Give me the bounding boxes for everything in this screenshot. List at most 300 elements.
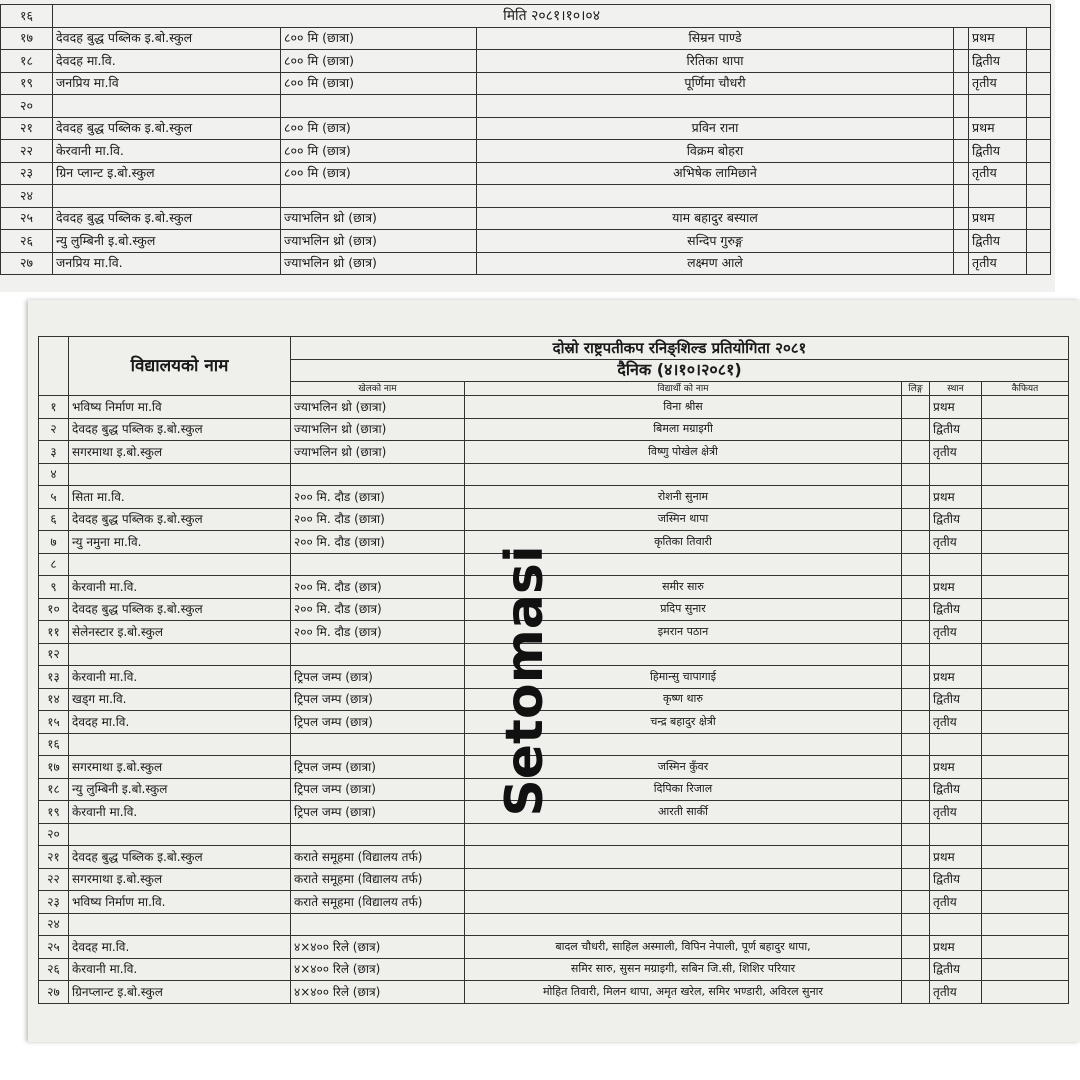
place-cell: प्रथम (930, 936, 982, 959)
event-name: २०० मि. दौड (छात्रा) (291, 508, 465, 531)
place-cell: द्वितीय (969, 230, 1027, 253)
gender-cell (902, 576, 930, 599)
school-name: ग्रिन प्लान्ट इ.बो.स्कुल (53, 162, 281, 185)
school-name: केरवानी मा.वि. (69, 801, 291, 824)
place-cell: द्वितीय (930, 958, 982, 981)
school-name (53, 95, 281, 118)
row-number: २७ (39, 981, 69, 1004)
school-name: केरवानी मा.वि. (69, 958, 291, 981)
table-row (39, 486, 1069, 509)
event-name: ४×४०० रिले (छात्र) (291, 981, 465, 1004)
remarks-cell (982, 913, 1069, 936)
row-number: २ (39, 418, 69, 441)
event-name: ज्याभलिन थ्रो (छात्रा) (291, 396, 465, 419)
school-name: देवदह मा.वि. (53, 50, 281, 73)
school-name: सेलेनस्टार इ.बो.स्कुल (69, 621, 291, 644)
gender-cell (902, 778, 930, 801)
remarks-cell (982, 981, 1069, 1004)
place-cell: द्वितीय (969, 140, 1027, 163)
watermark-text: Setomasi (495, 544, 555, 817)
school-name (69, 823, 291, 846)
table-row (1, 72, 1051, 95)
school-name: देवदह बुद्ध पब्लिक इ.बो.स्कुल (53, 207, 281, 230)
gender-cell (902, 666, 930, 689)
student-name: विष्णु पोखेल क्षेत्री (465, 441, 902, 464)
remarks-cell (982, 688, 1069, 711)
place-cell: प्रथम (930, 756, 982, 779)
table-row (1, 230, 1051, 253)
remarks-cell (982, 846, 1069, 869)
student-name: समीर सारु (465, 576, 902, 599)
table-row (1, 140, 1051, 163)
row-number: २६ (39, 958, 69, 981)
remarks-cell (982, 486, 1069, 509)
row-number: २० (39, 823, 69, 846)
event-name (291, 733, 465, 756)
row-number: २२ (1, 140, 53, 163)
school-name: देवदह बुद्ध पब्लिक इ.बो.स्कुल (69, 508, 291, 531)
remarks-cell (982, 801, 1069, 824)
student-name: जस्मिन थापा (465, 508, 902, 531)
gender-cell (902, 418, 930, 441)
remarks-cell (1027, 162, 1051, 185)
place-cell (969, 95, 1027, 118)
remarks-cell (1027, 117, 1051, 140)
place-cell (969, 185, 1027, 208)
school-name: देवदह बुद्ध पब्लिक इ.बो.स्कुल (53, 27, 281, 50)
place-cell (930, 643, 982, 666)
table-row (39, 441, 1069, 464)
row-number: १४ (39, 688, 69, 711)
row-number: १२ (39, 643, 69, 666)
row-number: २२ (39, 868, 69, 891)
gender-cell (902, 711, 930, 734)
school-name (69, 733, 291, 756)
gender-cell (902, 396, 930, 419)
row-number: १७ (1, 27, 53, 50)
row-number: १८ (39, 778, 69, 801)
row-number: १७ (39, 756, 69, 779)
remarks-cell (982, 553, 1069, 576)
gender-cell (902, 598, 930, 621)
row-number: ५ (39, 486, 69, 509)
place-cell (930, 553, 982, 576)
competition-title: दोस्रो राष्ट्रपतीकप रनिङ्शिल्ड प्रतियोगिता २०८१ (291, 337, 1069, 360)
row-number: २५ (1, 207, 53, 230)
event-name: ज्याभलिन थ्रो (छात्रा) (291, 441, 465, 464)
table-row (39, 508, 1069, 531)
remarks-cell (1027, 185, 1051, 208)
gender-cell (954, 162, 969, 185)
remarks-cell (982, 823, 1069, 846)
school-name: देवदह बुद्ध पब्लिक इ.बो.स्कुल (69, 846, 291, 869)
event-name: ८०० मि (छात्र) (281, 162, 477, 185)
remarks-column-header: कैफियत (982, 382, 1069, 396)
event-name: २०० मि. दौड (छात्र) (291, 621, 465, 644)
school-name: सगरमाथा इ.बो.स्कुल (69, 756, 291, 779)
gender-cell (902, 868, 930, 891)
gender-cell (954, 95, 969, 118)
table-row (39, 981, 1069, 1004)
remarks-cell (982, 666, 1069, 689)
event-name: ज्याभलिन थ्रो (छात्र) (281, 207, 477, 230)
place-cell (930, 463, 982, 486)
table-row (1, 162, 1051, 185)
school-name: देवदह मा.वि. (69, 936, 291, 959)
table-row (39, 846, 1069, 869)
student-name: कृष्ण थारु (465, 688, 902, 711)
place-cell: तृतीय (930, 621, 982, 644)
event-name: ट्रिपल जम्प (छात्रा) (291, 756, 465, 779)
gender-cell (902, 936, 930, 959)
remarks-cell (982, 711, 1069, 734)
event-name: ८०० मि (छात्रा) (281, 72, 477, 95)
place-cell: प्रथम (930, 576, 982, 599)
place-cell: प्रथम (969, 207, 1027, 230)
table-row (39, 396, 1069, 419)
remarks-cell (982, 958, 1069, 981)
results-sheet-top (0, 0, 1055, 292)
row-number: ६ (39, 508, 69, 531)
row-number: १९ (1, 72, 53, 95)
event-name: ८०० मि (छात्रा) (281, 50, 477, 73)
school-name (69, 463, 291, 486)
event-name (281, 185, 477, 208)
student-name: जस्मिन कुँवर (465, 756, 902, 779)
remarks-cell (982, 936, 1069, 959)
school-name: देवदह बुद्ध पब्लिक इ.बो.स्कुल (53, 117, 281, 140)
remarks-cell (982, 778, 1069, 801)
row-number: २६ (1, 230, 53, 253)
row-number: २५ (39, 936, 69, 959)
event-name: ४×४०० रिले (छात्र) (291, 958, 465, 981)
school-name (69, 553, 291, 576)
remarks-cell (1027, 50, 1051, 73)
place-cell: तृतीय (930, 711, 982, 734)
school-name (53, 185, 281, 208)
remarks-cell (982, 418, 1069, 441)
event-name: ट्रिपल जम्प (छात्र) (291, 688, 465, 711)
school-name: केरवानी मा.वि. (53, 140, 281, 163)
student-name (465, 463, 902, 486)
gender-cell (954, 72, 969, 95)
remarks-cell (982, 463, 1069, 486)
place-cell: प्रथम (969, 27, 1027, 50)
event-name: ज्याभलिन थ्रो (छात्रा) (291, 418, 465, 441)
remarks-cell (1027, 252, 1051, 275)
student-name (465, 846, 902, 869)
school-name: केरवानी मा.वि. (69, 666, 291, 689)
gender-cell (902, 508, 930, 531)
table-row (39, 958, 1069, 981)
event-name: ४×४०० रिले (छात्र) (291, 936, 465, 959)
event-name (281, 95, 477, 118)
school-name: केरवानी मा.वि. (69, 576, 291, 599)
date-label: मिति २०८१।१०।०४ (53, 5, 1051, 28)
gender-cell (954, 117, 969, 140)
event-name: कराते समूहमा (विद्यालय तर्फ) (291, 846, 465, 869)
student-name: सन्दिप गुरुङ्ग (477, 230, 954, 253)
table-row (39, 936, 1069, 959)
student-name: अभिषेक लामिछाने (477, 162, 954, 185)
student-name: दिपिका रिजाल (465, 778, 902, 801)
remarks-cell (982, 733, 1069, 756)
event-name: ट्रिपल जम्प (छात्र) (291, 711, 465, 734)
student-name: मोहित तिवारी, मिलन थापा, अमृत खरेल, समिर भण्डारी, अविरल सुनार (465, 981, 902, 1004)
place-cell: तृतीय (930, 441, 982, 464)
place-cell: द्वितीय (930, 778, 982, 801)
gender-column-header: लिङ्ग (902, 382, 930, 396)
place-cell (930, 913, 982, 936)
school-name: खड्ग मा.वि. (69, 688, 291, 711)
school-name: देवदह मा.वि. (69, 711, 291, 734)
header-row-1 (39, 337, 1069, 360)
student-name (465, 823, 902, 846)
student-name: विक्रम बोहरा (477, 140, 954, 163)
place-cell: द्वितीय (930, 418, 982, 441)
event-name: ट्रिपल जम्प (छात्रा) (291, 801, 465, 824)
event-name (291, 823, 465, 846)
school-name: जनप्रिय मा.वि. (53, 252, 281, 275)
school-name (69, 913, 291, 936)
remarks-cell (982, 868, 1069, 891)
gender-cell (902, 441, 930, 464)
event-name: २०० मि. दौड (छात्र) (291, 598, 465, 621)
remarks-cell (982, 891, 1069, 914)
gender-cell (954, 252, 969, 275)
remarks-cell (1027, 230, 1051, 253)
gender-cell (902, 981, 930, 1004)
place-cell: तृतीय (969, 72, 1027, 95)
row-number: ३ (39, 441, 69, 464)
student-name (477, 185, 954, 208)
student-name: हिमान्सु चापागाई (465, 666, 902, 689)
event-name: ८०० मि (छात्र) (281, 117, 477, 140)
student-name: कृतिका तिवारी (465, 531, 902, 554)
header-corner (39, 337, 69, 396)
table-row (1, 27, 1051, 50)
date-row (1, 5, 1051, 28)
school-name (69, 643, 291, 666)
table-row (1, 185, 1051, 208)
table-row (39, 913, 1069, 936)
school-name: ग्रिनप्लान्ट इ.बो.स्कुल (69, 981, 291, 1004)
event-name (291, 913, 465, 936)
table-row (1, 117, 1051, 140)
remarks-cell (982, 621, 1069, 644)
place-cell: प्रथम (930, 396, 982, 419)
place-column-header: स्थान (930, 382, 982, 396)
place-cell: द्वितीय (969, 50, 1027, 73)
remarks-cell (982, 441, 1069, 464)
remarks-cell (982, 576, 1069, 599)
place-cell: तृतीय (930, 981, 982, 1004)
place-cell: द्वितीय (930, 598, 982, 621)
row-number: २३ (39, 891, 69, 914)
event-name: ज्याभलिन थ्रो (छात्र) (281, 252, 477, 275)
student-name: प्रदिप सुनार (465, 598, 902, 621)
event-name: कराते समूहमा (विद्यालय तर्फ) (291, 868, 465, 891)
event-name (291, 553, 465, 576)
place-cell: तृतीय (930, 531, 982, 554)
remarks-cell (1027, 27, 1051, 50)
gender-cell (902, 531, 930, 554)
row-number: २७ (1, 252, 53, 275)
event-name (291, 643, 465, 666)
table-row (1, 95, 1051, 118)
remarks-cell (982, 598, 1069, 621)
school-name: जनप्रिय मा.वि (53, 72, 281, 95)
student-name: बादल चौधरी, साहिल अस्माली, विपिन नेपाली, पूर्ण बहादुर थापा, (465, 936, 902, 959)
place-cell: तृतीय (930, 891, 982, 914)
table-row (1, 252, 1051, 275)
row-number: ४ (39, 463, 69, 486)
row-number: २४ (39, 913, 69, 936)
gender-cell (902, 913, 930, 936)
event-name: ट्रिपल जम्प (छात्र) (291, 666, 465, 689)
gender-cell (902, 801, 930, 824)
student-column-header: विद्यार्थी को नाम (465, 382, 902, 396)
gender-cell (954, 207, 969, 230)
remarks-cell (982, 396, 1069, 419)
student-name: प्रविन राना (477, 117, 954, 140)
school-name: देवदह बुद्ध पब्लिक इ.बो.स्कुल (69, 598, 291, 621)
school-name: न्यु लुम्बिनी इ.बो.स्कुल (69, 778, 291, 801)
table-row (39, 891, 1069, 914)
event-name: २०० मि. दौड (छात्रा) (291, 531, 465, 554)
row-number: १६ (39, 733, 69, 756)
gender-cell (902, 621, 930, 644)
school-name: न्यु नमुना मा.वि. (69, 531, 291, 554)
school-name: भविष्य निर्माण मा.वि. (69, 891, 291, 914)
student-name (465, 913, 902, 936)
gender-cell (954, 140, 969, 163)
student-name (465, 868, 902, 891)
gender-cell (902, 756, 930, 779)
row-number: १३ (39, 666, 69, 689)
student-name: विना श्रीस (465, 396, 902, 419)
gender-cell (902, 846, 930, 869)
row-number: ९ (39, 576, 69, 599)
gender-cell (902, 643, 930, 666)
table-row (1, 50, 1051, 73)
gender-cell (954, 230, 969, 253)
table-row (39, 418, 1069, 441)
student-name: आरती सार्की (465, 801, 902, 824)
place-cell: प्रथम (930, 486, 982, 509)
gender-cell (902, 733, 930, 756)
remarks-cell (1027, 140, 1051, 163)
remarks-cell (982, 508, 1069, 531)
watermark (489, 544, 561, 817)
school-name: भविष्य निर्माण मा.वि (69, 396, 291, 419)
row-number: १९ (39, 801, 69, 824)
place-cell: द्वितीय (930, 508, 982, 531)
place-cell: प्रथम (930, 666, 982, 689)
row-number: ७ (39, 531, 69, 554)
event-name: ८०० मि (छात्र) (281, 140, 477, 163)
gender-cell (902, 891, 930, 914)
place-cell: तृतीय (930, 801, 982, 824)
student-name (477, 95, 954, 118)
place-cell: द्वितीय (930, 868, 982, 891)
student-name: रोशनी सुनाम (465, 486, 902, 509)
student-name: चन्द्र बहादुर क्षेत्री (465, 711, 902, 734)
place-cell: तृतीय (969, 162, 1027, 185)
row-number: २१ (1, 117, 53, 140)
event-name: ज्याभलिन थ्रो (छात्र) (281, 230, 477, 253)
student-name: याम बहादुर बस्याल (477, 207, 954, 230)
row-number: ११ (39, 621, 69, 644)
row-number: २४ (1, 185, 53, 208)
student-name: समिर सारु, सुसन मग्राइगी, सबिन जि.सी, शिशिर परियार (465, 958, 902, 981)
row-number: २३ (1, 162, 53, 185)
place-cell: द्वितीय (930, 688, 982, 711)
place-cell (930, 733, 982, 756)
event-name: २०० मि. दौड (छात्रा) (291, 486, 465, 509)
student-name: पूर्णिमा चौधरी (477, 72, 954, 95)
remarks-cell (982, 643, 1069, 666)
event-name: २०० मि. दौड (छात्र) (291, 576, 465, 599)
table-row (39, 823, 1069, 846)
place-cell: प्रथम (969, 117, 1027, 140)
remarks-cell (982, 756, 1069, 779)
student-name: बिमला मग्राइगी (465, 418, 902, 441)
place-cell: तृतीय (969, 252, 1027, 275)
daily-date: दैनिक (४।१०।२०८१) (291, 359, 1069, 382)
row-number: १५ (39, 711, 69, 734)
school-name: देवदह बुद्ध पब्लिक इ.बो.स्कुल (69, 418, 291, 441)
remarks-cell (1027, 95, 1051, 118)
row-number: १ (39, 396, 69, 419)
event-name: ट्रिपल जम्प (छात्रा) (291, 778, 465, 801)
gender-cell (902, 688, 930, 711)
school-name: सगरमाथा इ.बो.स्कुल (69, 868, 291, 891)
gender-cell (954, 185, 969, 208)
row-number: १८ (1, 50, 53, 73)
gender-cell (902, 553, 930, 576)
gender-cell (954, 50, 969, 73)
remarks-cell (1027, 207, 1051, 230)
student-name: सिम्रन पाण्डे (477, 27, 954, 50)
gender-cell (902, 463, 930, 486)
row-number: २१ (39, 846, 69, 869)
gender-cell (902, 958, 930, 981)
remarks-cell (1027, 72, 1051, 95)
remarks-cell (982, 531, 1069, 554)
place-cell: प्रथम (930, 846, 982, 869)
gender-cell (954, 27, 969, 50)
place-cell (930, 823, 982, 846)
school-name: सगरमाथा इ.बो.स्कुल (69, 441, 291, 464)
table-row (39, 868, 1069, 891)
school-name: सिता मा.वि. (69, 486, 291, 509)
row-number: १६ (1, 5, 53, 28)
table-row (1, 207, 1051, 230)
event-name: ८०० मि (छात्रा) (281, 27, 477, 50)
event-name (291, 463, 465, 486)
student-name: इमरान पठान (465, 621, 902, 644)
table-row (39, 463, 1069, 486)
row-number: ८ (39, 553, 69, 576)
event-name: कराते समूहमा (विद्यालय तर्फ) (291, 891, 465, 914)
event-column-header: खेलको नाम (291, 382, 465, 396)
gender-cell (902, 486, 930, 509)
row-number: २० (1, 95, 53, 118)
student-name: लक्ष्मण आले (477, 252, 954, 275)
row-number: १० (39, 598, 69, 621)
school-column-header: विद्यालयको नाम (69, 337, 291, 396)
